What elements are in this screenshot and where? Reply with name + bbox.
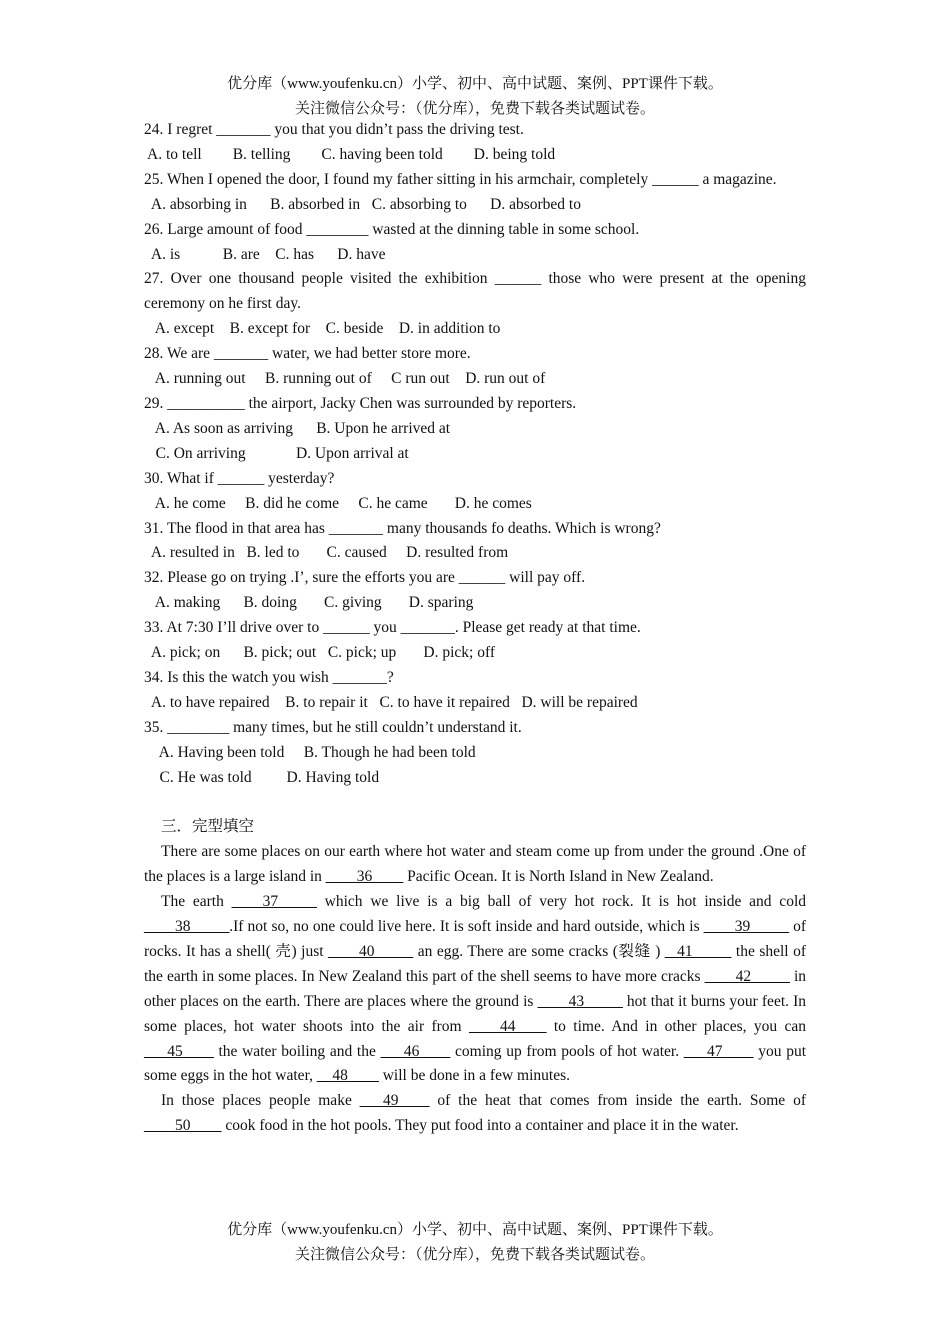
cloze-text: In those places people make	[161, 1092, 360, 1110]
cloze-text: coming up from pools of hot water.	[450, 1042, 684, 1060]
question-34-options: A. to have repaired B. to repair it C. to have it repaired D. will be repaired	[144, 693, 638, 711]
cloze-text: There are some places on our earth where hot water and steam come up from under the ground .One of the places is a large island in	[144, 843, 806, 886]
cloze-section-title: 三．完型填空	[161, 818, 255, 836]
cloze-text: an egg. There are some cracks (裂缝 )	[413, 942, 665, 960]
blank-50: ____50____	[144, 1117, 222, 1135]
question-35-options-2: C. He was told D. Having told	[144, 768, 380, 786]
blank-37: ____37_____	[231, 893, 317, 911]
blank-43: ____43_____	[537, 992, 623, 1010]
blank-48: __48____	[316, 1067, 379, 1085]
question-25-options: A. absorbing in B. absorbed in C. absorbing to D. absorbed to	[144, 195, 581, 213]
question-28-stem: 28. We are _______ water, we had better store more.	[144, 345, 471, 363]
question-28-options: A. running out B. running out of C run out D. run out of	[144, 370, 546, 388]
question-30-stem: 30. What if ______ yesterday?	[144, 469, 335, 487]
blank-46: ___46____	[380, 1042, 451, 1060]
blank-36: ____36____	[325, 868, 404, 886]
document-body	[144, 118, 806, 1139]
question-24-options: A. to tell B. telling C. having been told D. being told	[144, 145, 556, 163]
header-line-1: 优分库（www.youfenku.cn）小学、初中、高中试题、案例、PPT课件下载。	[227, 76, 723, 92]
blank-47: ___47____	[683, 1042, 754, 1060]
cloze-text: in other places on the earth. There are places where the ground is	[144, 967, 807, 1010]
cloze-text: Pacific Ocean. It is North Island in New Zealand.	[403, 868, 714, 886]
cloze-text: will be done in a few minutes.	[378, 1067, 570, 1085]
question-33-options: A. pick; on B. pick; out C. pick; up D. pick; off	[144, 644, 496, 662]
cloze-text: .If not so, no one could live here. It is soft inside and hard outside, which is	[229, 917, 704, 935]
cloze-text: hot that it burns your feet. In some places, hot water shoots into the air from	[144, 992, 807, 1035]
header-line-2: 关注微信公众号：（优分库），免费下载各类试题试卷。	[294, 101, 655, 117]
cloze-paragraph-2	[144, 890, 806, 1089]
page-footer	[0, 1218, 950, 1268]
cloze-text: the shell of the earth in some places. In New Zealand this part of the shell seems to have more cracks	[144, 942, 807, 985]
cloze-paragraph-1	[144, 840, 806, 890]
blank-49: ___49____	[359, 1092, 430, 1110]
question-27-stem: 27. Over one thousand people visited the exhibition ______ those who were present at the opening ceremony on he first day.	[144, 270, 806, 313]
question-25-stem: 25. When I opened the door, I found my father sitting in his armchair, completely ______ a magazine.	[144, 170, 777, 188]
cloze-text: which we live is a big ball of very hot rock. It is hot inside and cold	[316, 893, 806, 911]
question-32-stem: 32. Please go on trying .I’, sure the efforts you are ______ will pay off.	[144, 569, 586, 587]
cloze-paragraph-3	[144, 1089, 806, 1139]
question-32-options: A. making B. doing C. giving D. sparing	[144, 594, 474, 612]
blank-42: ____42_____	[704, 967, 790, 985]
question-24-stem: 24. I regret _______ you that you didn’t pass the driving test.	[144, 121, 524, 138]
question-29-options-1: A. As soon as arriving B. Upon he arrived at	[144, 419, 451, 437]
cloze-text: you put some eggs in the hot water,	[144, 1042, 807, 1085]
cloze-text: to time. And in other places, you can	[546, 1017, 806, 1035]
blank-45: ___45____	[144, 1042, 214, 1060]
question-35-stem: 35. ________ many times, but he still couldn’t understand it.	[144, 718, 522, 736]
question-29-stem: 29. __________ the airport, Jacky Chen was surrounded by reporters.	[144, 394, 577, 412]
question-31-options: A. resulted in B. led to C. caused D. resulted from	[144, 544, 509, 562]
blank-44: ____44____	[468, 1017, 547, 1035]
cloze-text: cook food in the hot pools. They put food into a container and place it in the water.	[221, 1117, 739, 1135]
question-29-options-2: C. On arriving D. Upon arrival at	[144, 444, 409, 462]
question-26-options: A. is B. are C. has D. have	[144, 245, 386, 263]
blank-38: ____38_____	[144, 917, 230, 935]
cloze-text: the water boiling and the	[213, 1042, 381, 1060]
question-30-options: A. he come B. did he come C. he came D. he comes	[144, 494, 532, 512]
cloze-text: The earth	[161, 893, 232, 911]
question-35-options-1: A. Having been told B. Though he had been told	[144, 743, 476, 761]
blank-40: ____40_____	[328, 942, 414, 960]
blank-39: ____39_____	[703, 917, 789, 935]
footer-line-2: 关注微信公众号：（优分库），免费下载各类试题试卷。	[294, 1247, 655, 1263]
cloze-text: of the heat that comes from inside the earth. Some of	[429, 1092, 806, 1110]
question-34-stem: 34. Is this the watch you wish _______?	[144, 668, 394, 686]
question-26-stem: 26. Large amount of food ________ wasted at the dinning table in some school.	[144, 220, 640, 238]
page-header	[0, 72, 950, 122]
question-33-stem: 33. At 7:30 I’ll drive over to ______ you _______. Please get ready at that time.	[144, 619, 641, 637]
cloze-text: of rocks. It has a shell( 壳) just	[144, 917, 806, 960]
blank-41: _ 41_____	[664, 942, 732, 960]
question-27-options: A. except B. except for C. beside D. in addition to	[144, 320, 501, 338]
footer-line-1: 优分库（www.youfenku.cn）小学、初中、高中试题、案例、PPT课件下载。	[227, 1222, 723, 1238]
question-31-stem: 31. The flood in that area has _______ many thousands fo deaths. Which is wrong?	[144, 519, 661, 537]
